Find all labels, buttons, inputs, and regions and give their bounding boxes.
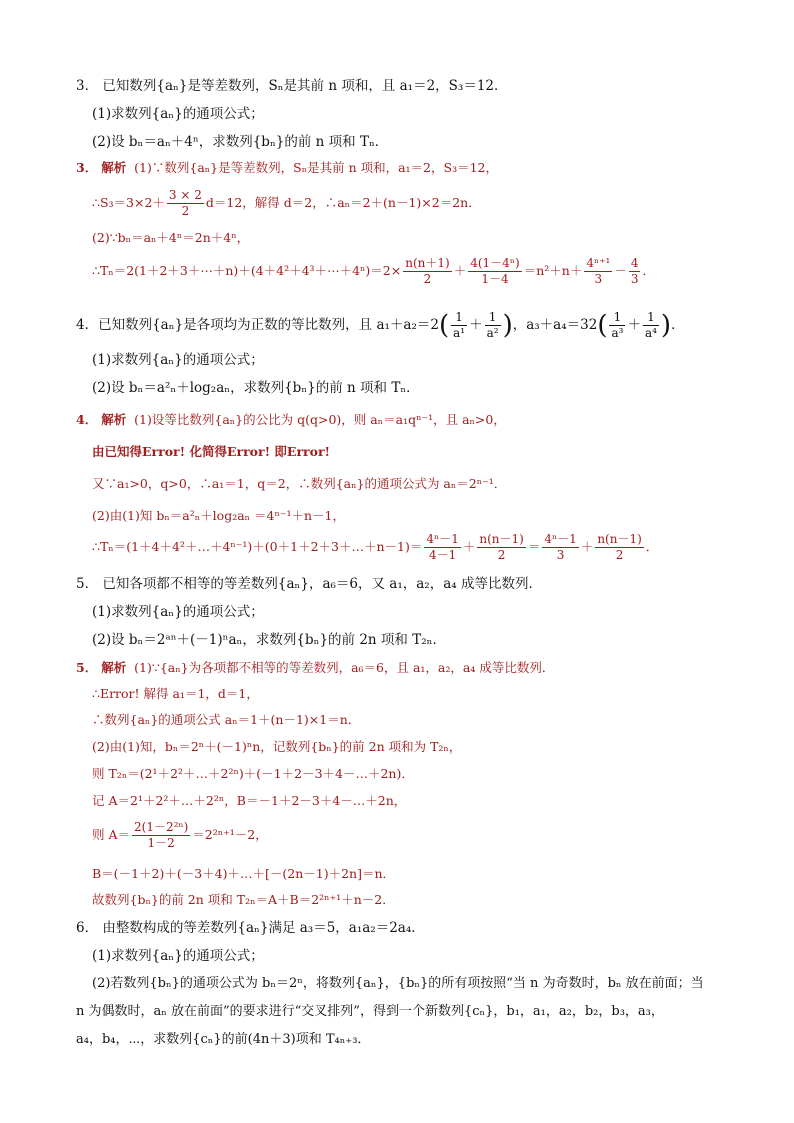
q4-fraction-1: $\frac{1}{\text{a¹}}$ [453,310,466,340]
q3-fraction-3x2: $\frac{3 \times 2}{2}$ [168,188,202,218]
q5-fraction-A: $\frac{\text{2(1－2²ⁿ)}}{1-2}$ [134,820,189,850]
q5-part2: (2)设 bₙ＝2ᵃⁿ＋(－1)ⁿaₙ，求数列{bₙ}的前 2n 项和 T₂ₙ． [92,632,446,648]
q4-solution-line4: (2)由(1)知 bₙ＝a²ₙ＋log₂aₙ ＝4ⁿ⁻¹＋n－1， [92,508,346,523]
q3-solution-number: 3． [76,160,98,175]
q3-solution-line4: ∴Tₙ＝2(1＋2＋3＋⋯＋n)＋(4＋4²＋4³＋⋯＋4ⁿ)＝2× $\frac{n(n+1)}{2}$ ＋ $\frac{\text{4(1－4ⁿ)}}{1-4}$ ＝n²＋n＋ $\frac{\text{4ⁿ⁺¹}}{3}$ － $\frac{4}{3}$ ． [92,256,655,286]
q6-part2-line3: a₄，b₄，⋯，求数列{cₙ}的前(4n＋3)项和 T₄ₙ₊₃． [76,1032,371,1047]
q6-number: 6． [76,920,99,936]
q5-stem: 5． 已知各项都不相等的等差数列{aₙ}，a₆＝6，又 a₁，a₂，a₄ 成等比数列． [76,576,542,592]
q3-fraction-4n1: $\frac{\text{4ⁿ⁺¹}}{3}$ [586,256,611,286]
q4-part1: (1)求数列{aₙ}的通项公式； [92,352,264,368]
q6-stem: 6． 由整数构成的等差数列{aₙ}满足 a₃＝5，a₁a₂＝2a₄． [76,920,425,936]
q5-solution-line5: 则 T₂ₙ＝(2¹＋2²＋…＋2²ⁿ)＋(－1＋2－3＋4－…＋2n)． [92,766,414,781]
q4-part2: (2)设 bₙ＝a²ₙ＋log₂aₙ，求数列{bₙ}的前 n 项和 Tₙ． [92,380,420,396]
q4-solution-line5: ∴Tₙ＝(1＋4＋4²＋…＋4ⁿ⁻¹)＋(0＋1＋2＋3＋…＋n－1)＝ $\frac{\text{4ⁿ－1}}{4-1}$ ＋ $\frac{n(n-1)}{2}$ ＝ $\frac{\text{4ⁿ－1}}{3}$ ＋ $\frac{n(n-1)}{2}$ ． [92,532,659,562]
q3-part1: (1)求数列{aₙ}的通项公式； [92,106,264,122]
q3-stem-text: 已知数列{aₙ}是等差数列，Sₙ是其前 n 项和，且 a₁＝2，S₃＝12． [102,78,508,94]
q4-sol-fraction-2: $\frac{n(n-1)}{2}$ [479,532,524,562]
q4-number: 4． [76,317,99,333]
q5-solution-line6: 记 A＝2¹＋2²＋…＋2²ⁿ，B＝－1＋2－3＋4－…＋2n， [92,793,407,808]
q4-sol-fraction-4: $\frac{n(n-1)}{2}$ [597,532,642,562]
q5-solution-line1: 5． 解析 (1)∵{aₙ}为各项都不相等的等差数列，a₆＝6，且 a₁，a₂，a₄ 成等比数列． [76,660,555,675]
q3-solution-line3: (2)∵bₙ＝aₙ＋4ⁿ＝2n＋4ⁿ， [92,230,250,245]
q4-solution-line2: 由已知得Error! 化简得Error! 即Error! [92,444,331,459]
q3-part2: (2)设 bₙ＝aₙ＋4ⁿ，求数列{bₙ}的前 n 项和 Tₙ． [92,134,389,150]
q5-solution-line9: 故数列{bₙ}的前 2n 项和 T₂ₙ＝A＋B＝2²ⁿ⁺¹＋n－2． [92,892,395,907]
q4-stem: 4．已知数列{aₙ}是各项均为正数的等比数列，且 a₁＋a₂＝2( $\frac{1}{\text{a¹}}$ ＋ $\frac{1}{\text{a²}}$ )，a₃＋a₄＝32( $\frac{1}{\text{a³}}$ ＋ $\frac{1}{\text{a⁴}}$ )． [76,310,685,341]
q5-solution-line2: ∴Error! 解得 a₁＝1，d＝1， [92,686,259,701]
q4-fraction-3: $\frac{1}{\text{a³}}$ [611,310,624,340]
q5-number: 5． [76,576,99,592]
q4-sol-fraction-3: $\frac{\text{4ⁿ－1}}{3}$ [544,532,577,562]
q5-part1: (1)求数列{aₙ}的通项公式； [92,604,264,620]
q4-solution-line1: 4． 解析 (1)设等比数列{aₙ}的公比为 q(q>0)，则 aₙ＝a₁qⁿ⁻¹，且 aₙ>0， [76,412,506,427]
q3-solution-head: 解析 [101,160,127,175]
q3-solution-text1: (1)∵数列{aₙ}是等差数列，Sₙ是其前 n 项和，a₁＝2，S₃＝12， [134,160,498,175]
q4-sol-fraction-1: $\frac{\text{4ⁿ－1}}{4-1}$ [426,532,459,562]
q3-fraction-4-3: $\frac{4}{3}$ [630,256,639,286]
q3-number: 3． [76,78,99,94]
q5-solution-line8: B＝(－1＋2)＋(－3＋4)＋…＋[－(2n－1)＋2n]＝n． [92,866,396,881]
q6-part2-line2: n 为偶数时，aₙ 放在前面”的要求进行“交叉排列”，得到一个新数列{cₙ}，b₁，a₁，a₂，b₂，b₃，a₃， [76,1004,664,1019]
q5-solution-line4: (2)由(1)知，bₙ＝2ⁿ＋(－1)ⁿn，记数列{bₙ}的前 2n 项和为 T₂ₙ， [92,739,462,754]
q3-stem [76,76,508,96]
q6-part1: (1)求数列{aₙ}的通项公式； [92,948,264,964]
q4-fraction-2: $\frac{1}{\text{a²}}$ [486,310,499,340]
q5-solution-line7: 则 A＝ $\frac{\text{2(1－2²ⁿ)}}{1-2}$ ＝2²ⁿ⁺¹－2， [92,820,268,850]
q4-fraction-4: $\frac{1}{\text{a⁴}}$ [644,310,657,340]
q3-solution-line2: ∴S₃＝3×2＋ $\frac{3 \times 2}{2}$ d＝12，解得 d＝2，∴aₙ＝2＋(n－1)×2＝2n． [92,188,481,218]
q3-solution-line1 [76,158,498,178]
q3-fraction-geo: $\frac{\text{4(1－4ⁿ)}}{1-4}$ [470,256,520,286]
q3-fraction-n: $\frac{n(n+1)}{2}$ [405,256,450,286]
q4-solution-line3: 又∵a₁>0，q>0，∴a₁＝1，q＝2，∴数列{aₙ}的通项公式为 aₙ＝2ⁿ⁻¹． [92,476,507,491]
q6-part2-line1: (2)若数列{bₙ}的通项公式为 bₙ＝2ⁿ，将数列{aₙ}，{bₙ}的所有项按照“当 n 为奇数时，bₙ 放在前面；当 [92,976,704,991]
q5-solution-line3: ∴数列{aₙ}的通项公式 aₙ＝1＋(n－1)×1＝n． [92,712,361,727]
